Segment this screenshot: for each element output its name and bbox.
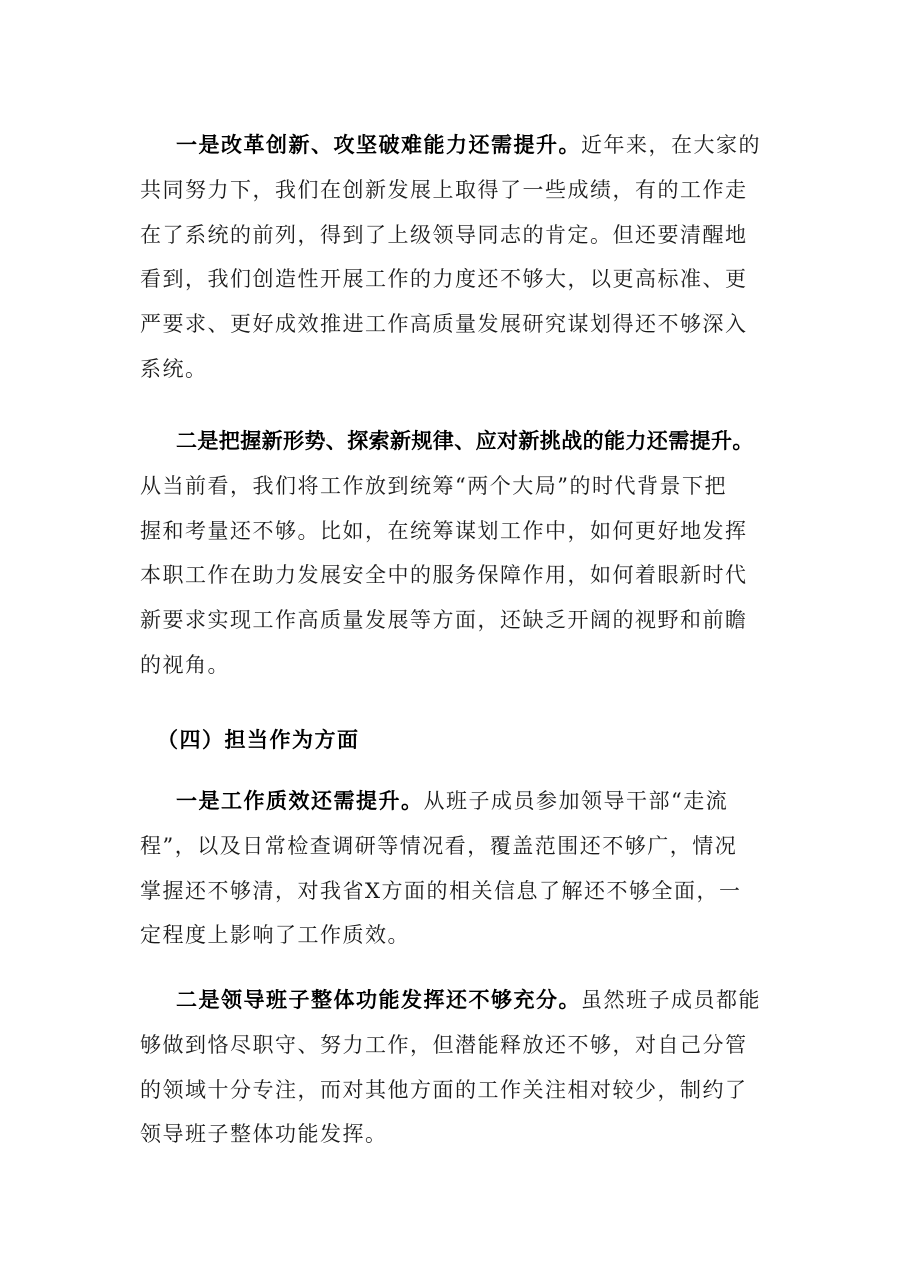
paragraph-line: [140, 779, 780, 824]
paragraph-line: 共同努力下，我们在创新发展上取得了一些成绩，有的工作走: [140, 177, 748, 202]
paragraph-line: 定程度上影响了工作质效。: [140, 923, 410, 948]
paragraph-line: 的领域十分专注，而对其他方面的工作关注相对较少，制约了: [140, 1077, 748, 1102]
paragraph-team-function: [140, 978, 780, 1157]
paragraph-line: 掌握还不够清，对我省X方面的相关信息了解还不够全面，一: [140, 878, 742, 903]
paragraph-lead: 一是改革创新、攻坚破难能力还需提升。: [176, 132, 581, 157]
paragraph-lead: 二是把握新形势、探索新规律、应对新挑战的能力还需提升。: [176, 428, 754, 453]
paragraph-line: 在了系统的前列，得到了上级领导同志的肯定。但还要清醒地: [140, 222, 748, 247]
paragraph-new-situation: [140, 419, 780, 688]
paragraph-line: 够做到恪尽职守、努力工作，但潜能释放还不够，对自己分管: [140, 1032, 748, 1057]
paragraph-line: [140, 419, 780, 464]
paragraph-work-quality: [140, 779, 780, 958]
paragraph-text: 从班子成员参加领导干部“走流: [423, 789, 729, 813]
paragraph-line: 新要求实现工作高质量发展等方面，还缺乏开阔的视野和前瞻: [140, 608, 748, 633]
paragraph-text: 虽然班子成员都能: [581, 988, 761, 1012]
paragraph-line: 从当前看，我们将工作放到统筹“两个大局”的时代背景下把: [140, 473, 727, 498]
paragraph-lead: 一是工作质效还需提升。: [176, 788, 424, 813]
paragraph-reform-innovation: [140, 123, 780, 392]
paragraph-line: 程”，以及日常检查调研等情况看，覆盖范围还不够广，情况: [140, 833, 738, 858]
paragraph-line: 领导班子整体功能发挥。: [140, 1122, 388, 1147]
section-heading: （四）担当作为方面: [157, 727, 360, 752]
paragraph-lead: 二是领导班子整体功能发挥还不够充分。: [176, 987, 581, 1012]
paragraph-line: [140, 123, 780, 168]
paragraph-line: 系统。: [140, 356, 208, 381]
paragraph-line: 严要求、更好成效推进工作高质量发展研究谋划得还不够深入: [140, 312, 748, 337]
paragraph-line: 本职工作在助力发展安全中的服务保障作用，如何着眼新时代: [140, 563, 748, 588]
paragraph-line: 看到，我们创造性开展工作的力度还不够大，以更高标准、更: [140, 267, 748, 292]
paragraph-line: [140, 978, 780, 1023]
paragraph-line: 的视角。: [140, 652, 230, 677]
paragraph-line: 握和考量还不够。比如，在统筹谋划工作中，如何更好地发挥: [140, 518, 748, 543]
paragraph-text: 近年来，在大家的: [581, 133, 761, 157]
